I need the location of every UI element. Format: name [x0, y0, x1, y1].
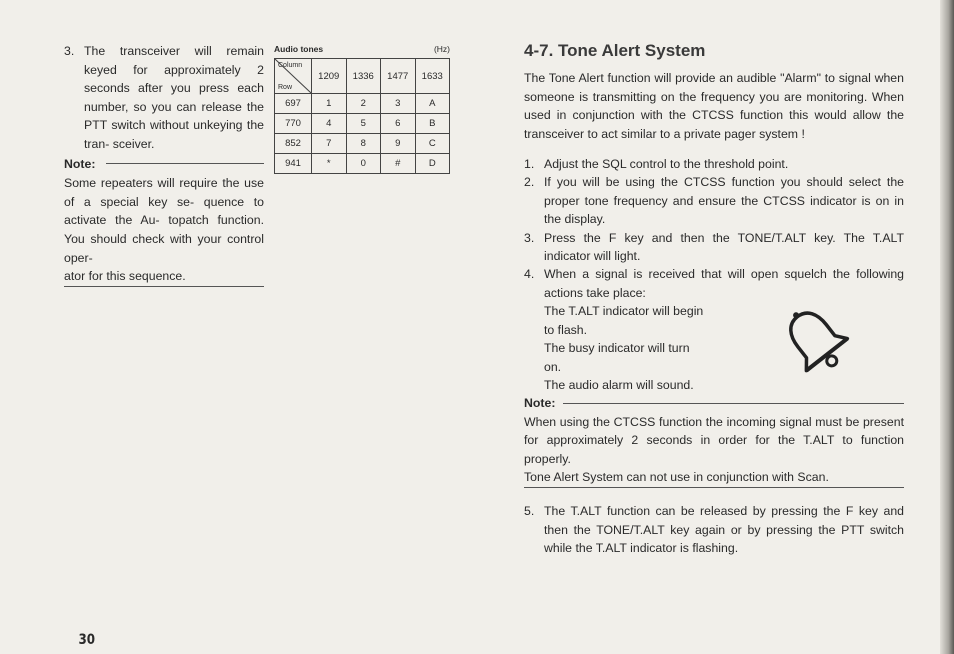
table-cell: C	[415, 134, 450, 154]
row-header: 697	[275, 94, 312, 114]
table-row	[275, 134, 450, 154]
note-text: Some repeaters will require the use of a special key se- quence to activate the Au- topatch function. You should check with your control oper- ator for this sequence.	[64, 174, 264, 287]
right-column	[524, 42, 904, 558]
tones-grid	[274, 58, 450, 174]
row-header: 852	[275, 134, 312, 154]
table-unit: (Hz)	[433, 44, 450, 54]
list-item: 4. When a signal is received that will open squelch the following actions take place:	[524, 267, 904, 300]
audio-tones-table	[274, 44, 450, 174]
note-heading: Note:	[524, 394, 904, 412]
table-cell: D	[415, 154, 450, 174]
page-edge	[940, 0, 954, 654]
table-title-row	[274, 44, 450, 54]
table-cell: A	[415, 94, 450, 114]
note-rule	[563, 403, 904, 404]
table-cell: 7	[312, 134, 347, 154]
left-column	[64, 42, 264, 287]
list-item: 2. If you will be using the CTCSS function you should select the proper tone frequency and ensure the CTCSS indicator is on in the display.	[524, 175, 904, 227]
list-item-3	[64, 42, 264, 154]
corner-row-label: Row	[278, 84, 293, 91]
intro-paragraph: The Tone Alert function will provide an audible "Alarm" to signal when someone is transmitting on the frequency you are monitoring. When used in conjunction with the CTCSS function this would allow the transceiver to act similar to a private pager system !	[524, 71, 904, 141]
table-cell: 0	[346, 154, 381, 174]
row-header: 941	[275, 154, 312, 174]
corner-column-label: Column	[278, 62, 303, 69]
section-title: 4-7. Tone Alert System	[524, 41, 706, 60]
table-cell: 6	[381, 114, 416, 134]
table-cell: 1	[312, 94, 347, 114]
table-cell: 8	[346, 134, 381, 154]
note-last-line: Tone Alert System can not use in conjunction with Scan.	[524, 468, 904, 488]
table-cell: B	[415, 114, 450, 134]
item-number: 3.	[64, 44, 75, 58]
table-cell: *	[312, 154, 347, 174]
item-text: The transceiver will remain keyed for approximately 2 seconds after you press each number, so you can release the PTT switch without unkeying the tran- sceiver.	[84, 44, 265, 151]
note-rule	[106, 163, 264, 164]
bell-icon	[777, 302, 857, 382]
column-header: 1633	[415, 59, 450, 94]
table-row	[275, 114, 450, 134]
list-item: 1. Adjust the SQL control to the threshold point.	[524, 157, 789, 172]
table-cell: 2	[346, 94, 381, 114]
table-row	[275, 154, 450, 174]
step4-action-1: The T.ALT indicator will begin to flash.	[544, 304, 704, 337]
table-cell: 5	[346, 114, 381, 134]
table-title: Audio tones	[274, 44, 324, 54]
row-header: 770	[275, 114, 312, 134]
list-item-5: 5. The T.ALT function can be released by pressing the F key and then the TONE/T.ALT key again or by pressing the PTT switch while the T.ALT indicator is flashing.	[524, 504, 904, 556]
table-cell: #	[381, 154, 416, 174]
column-header: 1336	[346, 59, 381, 94]
table-cell: 4	[312, 114, 347, 134]
step4-action-3: The audio alarm will sound.	[544, 377, 694, 392]
page-number: 30	[78, 632, 96, 648]
table-corner-cell	[275, 59, 312, 94]
column-header: 1209	[312, 59, 347, 94]
list-item: 3. Press the F key and then the TONE/T.ALT key. The T.ALT indicator will light.	[524, 230, 904, 264]
note-heading: Note:	[64, 156, 96, 171]
table-header-row	[275, 59, 450, 94]
table-cell: 3	[381, 94, 416, 114]
note-text: When using the CTCSS function the incoming signal must be present for approximately 2 seconds in order for the T.ALT to function properly.	[524, 414, 904, 466]
step4-action-2: The busy indicator will turn on.	[544, 341, 690, 374]
column-header: 1477	[381, 59, 416, 94]
table-cell: 9	[381, 134, 416, 154]
table-row	[275, 94, 450, 114]
